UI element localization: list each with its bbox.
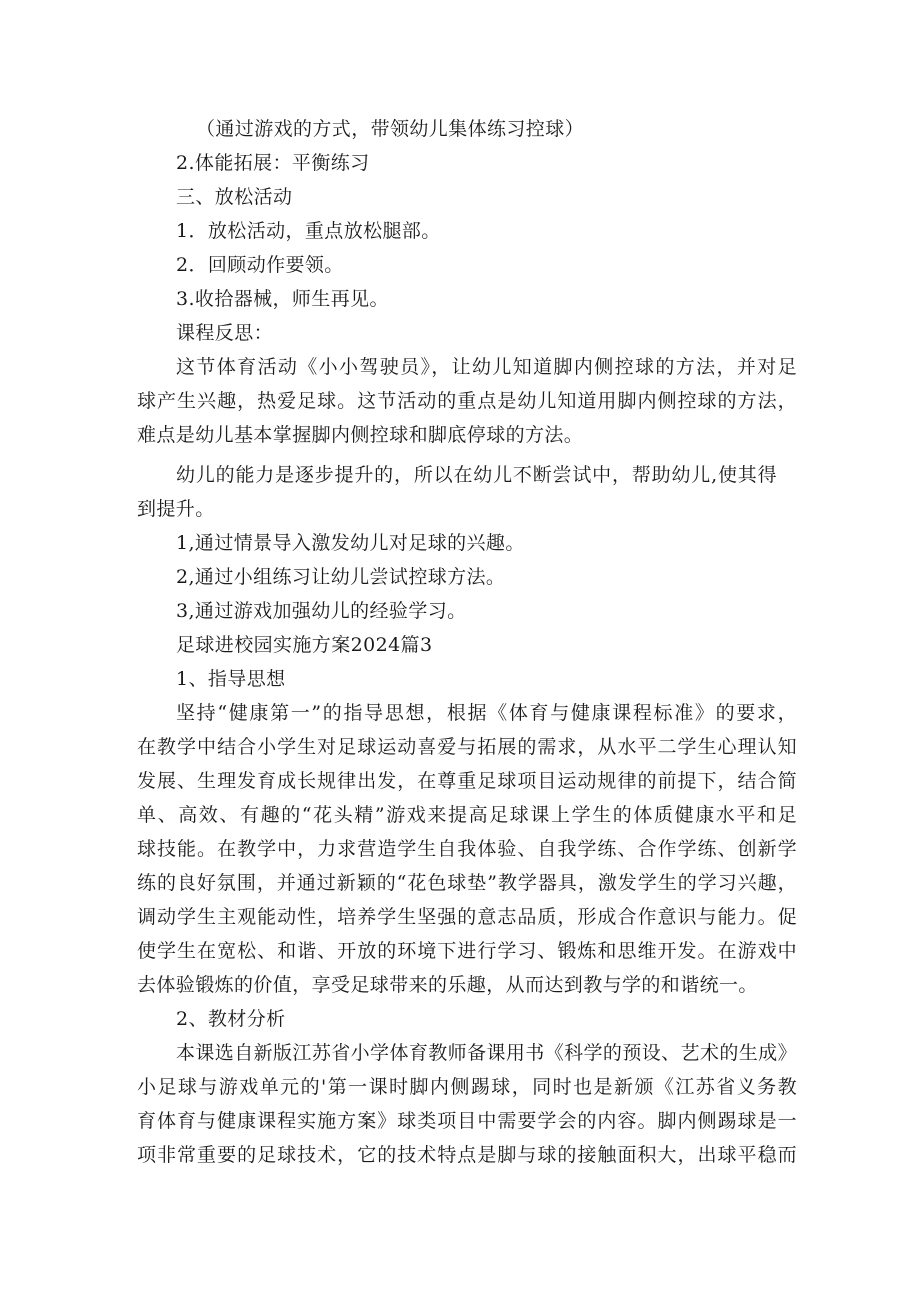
paragraph-line: 到提升。: [137, 498, 215, 520]
paragraph-line: 球技能。在教学中，力求营造学生自我体验、自我学练、合作学练、创新学: [137, 838, 797, 860]
section-heading: 课程反思：: [176, 322, 274, 344]
paragraph-line: 在教学中结合小学生对足球运动喜爱与拓展的需求，从水平二学生心理认知: [137, 736, 797, 758]
paragraph-line: 练的良好氛围，并通过新颖的“花色球垫”教学器具，激发学生的学习兴趣，: [137, 872, 797, 894]
paragraph-line: 单、高效、有趣的“花头精”游戏来提高足球课上学生的体质健康水平和足: [137, 804, 797, 826]
section-title: 足球进校园实施方案2024篇3: [176, 634, 433, 656]
paragraph-line: 项非常重要的足球技术，它的技术特点是脚与球的接触面积大，出球平稳而: [137, 1144, 797, 1166]
paragraph-line: 这节体育活动《小小驾驶员》，让幼儿知道脚内侧控球的方法，并对足: [176, 356, 797, 378]
text-line: 3.收拾器械，师生再见。: [176, 288, 389, 310]
list-item: 1,通过情景导入激发幼儿对足球的兴趣。: [176, 532, 525, 554]
section-heading: 2、教材分析: [176, 1008, 286, 1030]
paragraph-line: 难点是幼儿基本掌握脚内侧控球和脚底停球的方法。: [137, 424, 584, 446]
paragraph-line: 发展、生理发育成长规律出发，在尊重足球项目运动规律的前提下，结合简: [137, 770, 797, 792]
paragraph-line: 本课选自新版江苏省小学体育教师备课用书《科学的预设、艺术的生成》: [176, 1042, 797, 1064]
paragraph-line: 使学生在宽松、和谐、开放的环境下进行学习、锻炼和思维开发。在游戏中: [137, 940, 797, 962]
paragraph-line: 小足球与游戏单元的'第一课时脚内侧踢球，同时也是新颁《江苏省义务教: [137, 1076, 797, 1098]
text-line: 2.体能拓展：平衡练习: [176, 152, 370, 174]
paragraph-line: 幼儿的能力是逐步提升的，所以在幼儿不断尝试中，帮助幼儿,使其得: [176, 464, 777, 486]
paragraph-line: 调动学生主观能动性，培养学生坚强的意志品质，形成合作意识与能力。促: [137, 906, 797, 928]
paragraph-line: 育体育与健康课程实施方案》球类项目中需要学会的内容。脚内侧踢球是一: [137, 1110, 797, 1132]
paragraph-line: 去体验锻炼的价值，享受足球带来的乐趣，从而达到教与学的和谐统一。: [137, 974, 758, 996]
list-item: 3,通过游戏加强幼儿的经验学习。: [176, 600, 467, 622]
list-item: 2,通过小组练习让幼儿尝试控球方法。: [176, 566, 506, 588]
paragraph-line: 球产生兴趣，热爱足球。这节活动的重点是幼儿知道用脚内侧控球的方法，: [137, 390, 797, 412]
paragraph-line: 坚持“健康第一”的指导思想，根据《体育与健康课程标准》的要求，: [176, 702, 797, 724]
text-line: 1．放松活动，重点放松腿部。: [176, 220, 441, 242]
text-line: 2．回顾动作要领。: [176, 254, 344, 276]
section-heading: 1、指导思想: [176, 668, 286, 690]
section-heading: 三、放松活动: [176, 186, 293, 208]
text-line: （通过游戏的方式，带领幼儿集体练习控球）: [196, 118, 585, 140]
